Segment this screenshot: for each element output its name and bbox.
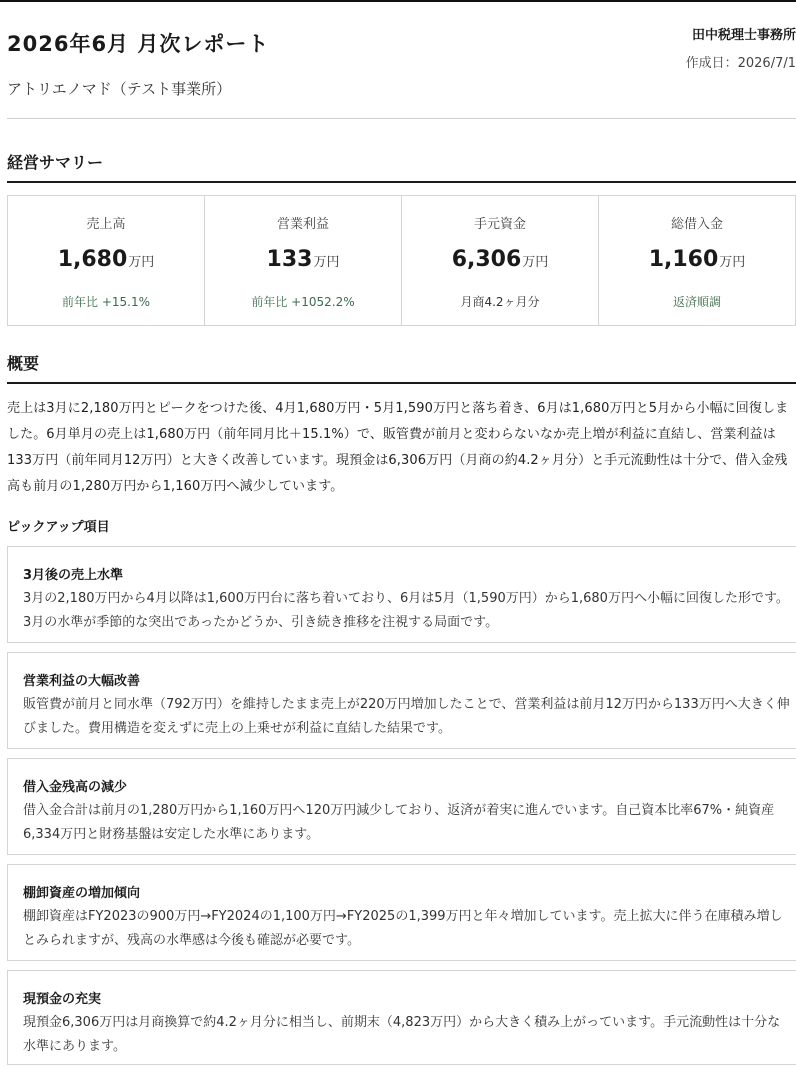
kpi-card-sales (8, 196, 205, 325)
overview-section-rule (7, 382, 796, 384)
created-date: 作成日：2026/7/1 (685, 56, 796, 71)
pickup-card-body: 販管費が前月と同水準（792万円）を維持したまま売上が220万円増加したことで、営業利益は前月12万円から133万円へ大きく伸びました。費用構造を変えずに売上の上乗せが利益に直結した結果です。 (23, 697, 790, 736)
kpi-unit: 万円 (128, 255, 155, 270)
kpi-label: 営業利益 (276, 217, 329, 232)
summary-section-title: 経営サマリー (7, 153, 104, 172)
pickup-card-title: 3月後の売上水準 (23, 568, 124, 583)
report-title: 2026年6月 月次レポート (7, 32, 270, 56)
pickup-card (7, 546, 796, 643)
header-divider (7, 118, 796, 119)
office-name: 田中税理士事務所 (691, 28, 796, 43)
pickup-card-title: 営業利益の大幅改善 (23, 674, 141, 689)
overview-text: 売上は3月に2,180万円とピークをつけた後、4月1,680万円・5月1,590万円と落ち着き、6月は1,680万円と5月から小幅に回復しました。6月単月の売上は1,680万円（前年同月比＋15.1%）で、販管費が前月と変わらないなか売上増が利益に直結し、営業利益は133万円（前年同月12万円）と大きく改善しています。現預金は6,306万円（月商の約4.2ヶ月分）と手元流動性は十分で、借入金残高も前月の1,280万円から1,160万円へ減少しています。 (7, 401, 789, 494)
kpi-card-operating-profit (205, 196, 402, 325)
kpi-value: 133 (266, 247, 313, 272)
summary-section-rule (7, 181, 796, 183)
kpi-label: 売上高 (86, 217, 126, 232)
pickup-card (7, 758, 796, 855)
kpi-note: 返済順調 (672, 295, 721, 309)
client-name: アトリエノマド（テスト事業所） (7, 80, 232, 98)
kpi-value-line (205, 247, 401, 272)
report-header (7, 22, 796, 118)
kpi-card-total-borrowing (599, 196, 795, 325)
pickup-card-title: 現預金の充実 (23, 992, 102, 1007)
kpi-card-cash (402, 196, 599, 325)
pickup-card (7, 864, 796, 961)
kpi-unit: 万円 (719, 255, 746, 270)
kpi-value: 1,680 (57, 247, 128, 272)
pickup-card-title: 棚卸資産の増加傾向 (23, 886, 141, 901)
top-rule (0, 0, 796, 2)
pickup-card-body: 現預金6,306万円は月商換算で約4.2ヶ月分に相当し、前期末（4,823万円）から大きく積み上がっています。手元流動性は十分な水準にあります。 (23, 1015, 781, 1054)
kpi-value-line (599, 247, 795, 272)
kpi-summary-row (7, 195, 796, 326)
kpi-unit: 万円 (522, 255, 549, 270)
overview-section-title: 概要 (7, 354, 40, 373)
kpi-value: 1,160 (648, 247, 719, 272)
kpi-value: 6,306 (451, 247, 522, 272)
kpi-unit: 万円 (313, 255, 340, 270)
kpi-label: 手元資金 (473, 217, 526, 232)
pickup-card (7, 652, 796, 749)
kpi-note: 月商4.2ヶ月分 (460, 295, 540, 309)
kpi-value-line (402, 247, 598, 272)
pickup-title: ピックアップ項目 (7, 520, 110, 535)
pickup-card-body: 借入金合計は前月の1,280万円から1,160万円へ120万円減少しており、返済が着実に進んでいます。自己資本比率67%・純資産6,334万円と財務基盤は安定した水準にあります。 (23, 803, 775, 842)
pickup-card-title: 借入金残高の減少 (23, 780, 128, 795)
kpi-note: 前年比 +15.1% (62, 295, 150, 309)
kpi-note: 前年比 +1052.2% (251, 295, 355, 309)
pickup-card-body: 棚卸資産はFY2023の900万円→FY2024の1,100万円→FY2025の1,399万円と年々増加しています。売上拡大に伴う在庫積み増しとみられますが、残高の水準感は今後も確認が必要です。 (23, 909, 783, 948)
kpi-value-line (8, 247, 204, 272)
pickup-card (7, 970, 796, 1065)
kpi-label: 総借入金 (670, 217, 723, 232)
pickup-card-body: 3月の2,180万円から4月以降は1,600万円台に落ち着いており、6月は5月（1,590万円）から1,680万円へ小幅に回復した形です。3月の水準が季節的な突出であったかどうか、引き続き推移を注視する局面です。 (23, 591, 789, 630)
